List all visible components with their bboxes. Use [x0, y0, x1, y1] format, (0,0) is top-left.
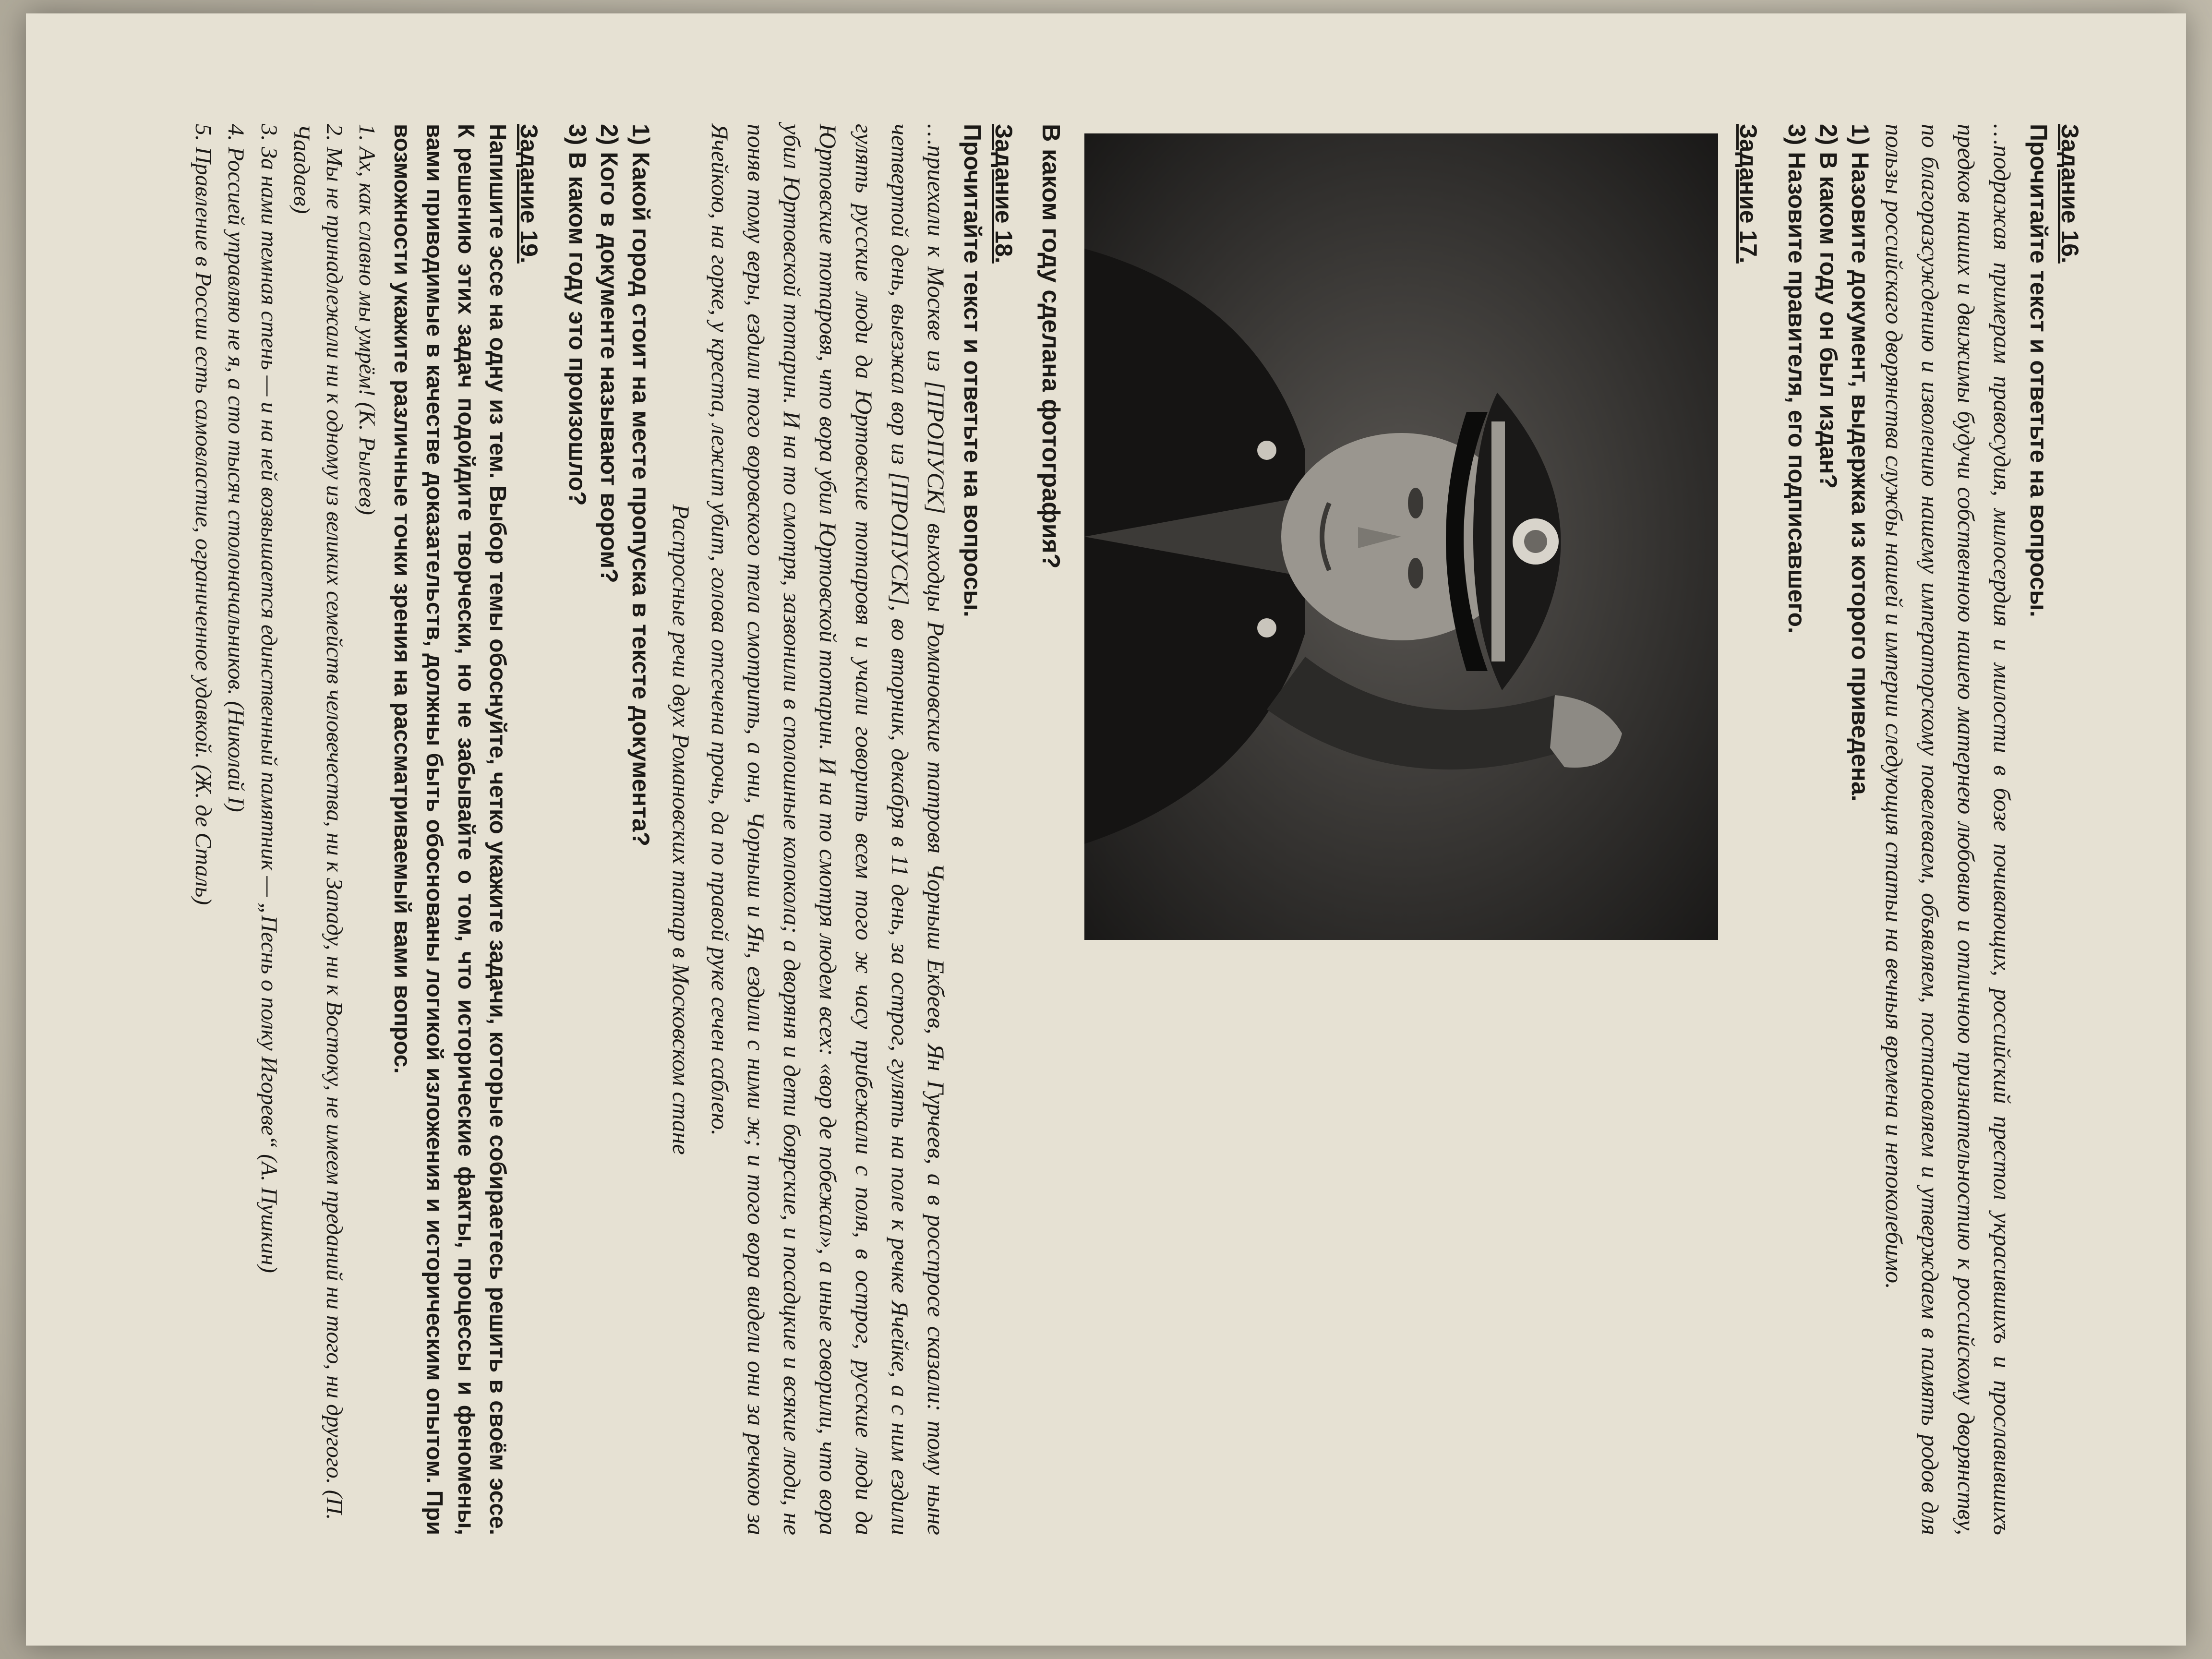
task-17 — [1036, 124, 1764, 1535]
task-16-question-3: 3) Назовите правителя, его подписавшего. — [1783, 124, 1810, 634]
essay-topic-3: 3. За нами темная стень — и на ней возвышается единственный памятник — „Песнь о полку Игореве“ (А. Пушкин) — [256, 124, 282, 1273]
task-19-heading: Задание 19. — [516, 124, 542, 264]
task-16-heading: Задание 16. — [2056, 124, 2083, 264]
task-19 — [187, 124, 544, 1535]
essay-topic-5: 5. Правление в России есть самовластие, ограниченное удавкой. (Ж. де Сталь) — [191, 124, 216, 905]
task-18-question-1: 1) Какой город стоит на месте пропуска в тексте документа? — [627, 124, 654, 847]
task-19-instruction: Напишите эссе на одну из тем. Выбор темы обоснуйте, четко укажите задачи, которые собираетесь решить в своём эссе. К решению этих задач подойдите творчески, но не забывайте о том, что исторические факты, процессы и феномены, вами приводимые в качестве доказательств, должны быть обоснованы логикой изложения и историческим опытом. При возможности укажите различные точки зрения на рассматриваемый вами вопрос. — [389, 124, 510, 1535]
task-16-instruction: Прочитайте текст и ответьте на вопросы. — [2025, 124, 2052, 617]
document-page — [26, 13, 2186, 1646]
task-18-source-caption: Распросные речи двух Романовских татар в Московском стане — [668, 504, 695, 1155]
photo-officer-saluting — [1084, 133, 1718, 940]
essay-topic-1: 1. Ах, как славно мы умрём! (К. Рылеев) — [354, 124, 380, 515]
task-18 — [562, 124, 1019, 1535]
task-18-heading: Задание 18. — [990, 124, 1017, 264]
task-17-question: В каком году сделана фотография? — [1037, 124, 1065, 569]
task-16-text: …подражая примерам правосудия, милосердия и милости в бозе почивающих, российский престол украсившихъ и прославившихъ предков наших и движимы будучи собственною нашею матернею любовию и отличною признательностию к российскому дворянству, по благоразсуждению и изволению нашему императорскому повелеваем, объявляем, постановляем и утверждаем в память родов для пользы российскаго дворянства службы нашей и империи следующия статьи на вечныя времена и непоколебимо. — [1881, 124, 2016, 1535]
task-16-question-2: 2) В каком году он был издан? — [1815, 124, 1842, 489]
task-17-heading: Задание 17. — [1735, 124, 1762, 264]
essay-topic-2: 2. Мы не принадлежали ни к одному из великих семейств человечества, ни к Западу, ни к Востоку, не имеем преданий ни того, ни другого. (П. Чаадаев) — [289, 124, 347, 1520]
essay-topic-4: 4. Россией управляю не я, а сто тысяч столоначальников. (Николай I) — [223, 124, 249, 812]
page-content — [169, 124, 2085, 1535]
task-16 — [1781, 124, 2085, 1535]
task-16-question-1: 1) Назовите документ, выдержка из которого приведена. — [1847, 124, 1874, 802]
task-18-question-3: 3) В каком году это произошло? — [564, 124, 591, 506]
essay-topics — [187, 124, 383, 1535]
task-18-instruction: Прочитайте текст и ответьте на вопросы. — [959, 124, 986, 617]
historical-photo — [1084, 133, 1718, 1535]
task-18-text: …приехали к Москве из [ПРОПУСК] выходцы Романовские татровя Чорныш Екбеев, Ян Гурчеев, а в росспросе сказали: тому ныне четвертой день, выезжал вор из [ПРОПУСК], во вторник, декабря в 11 день, за острог, гулять на поле к речке Ячейке, а с ним ездили гулять русские люди да Юртовские тотаровя и учали говорить всем того ж часу прибежали с поля, в острог, русские люди да Юртовские тотаровя, что вора убил Юртовской тотарин. И на то смотря людем всех: «вор де побежал», а иные говорили, что вора убил Юртовской тотарин. И на то смотря, зазвонили в сполошные колокола; а дворяня и дети боярские, и посадцкие и всякие люди, не поняв тому веры, ездили того воровского тела смотрить, а они, Чорныш и Ян, ездили с ними ж; и того вора видели они за речкою за Ячейкою, на горке, у креста, лежит убит, голова отсечена прочь, да по правой руке сечен саблею. — [707, 124, 950, 1535]
task-18-question-2: 2) Кого в документе называют вором? — [596, 124, 623, 583]
